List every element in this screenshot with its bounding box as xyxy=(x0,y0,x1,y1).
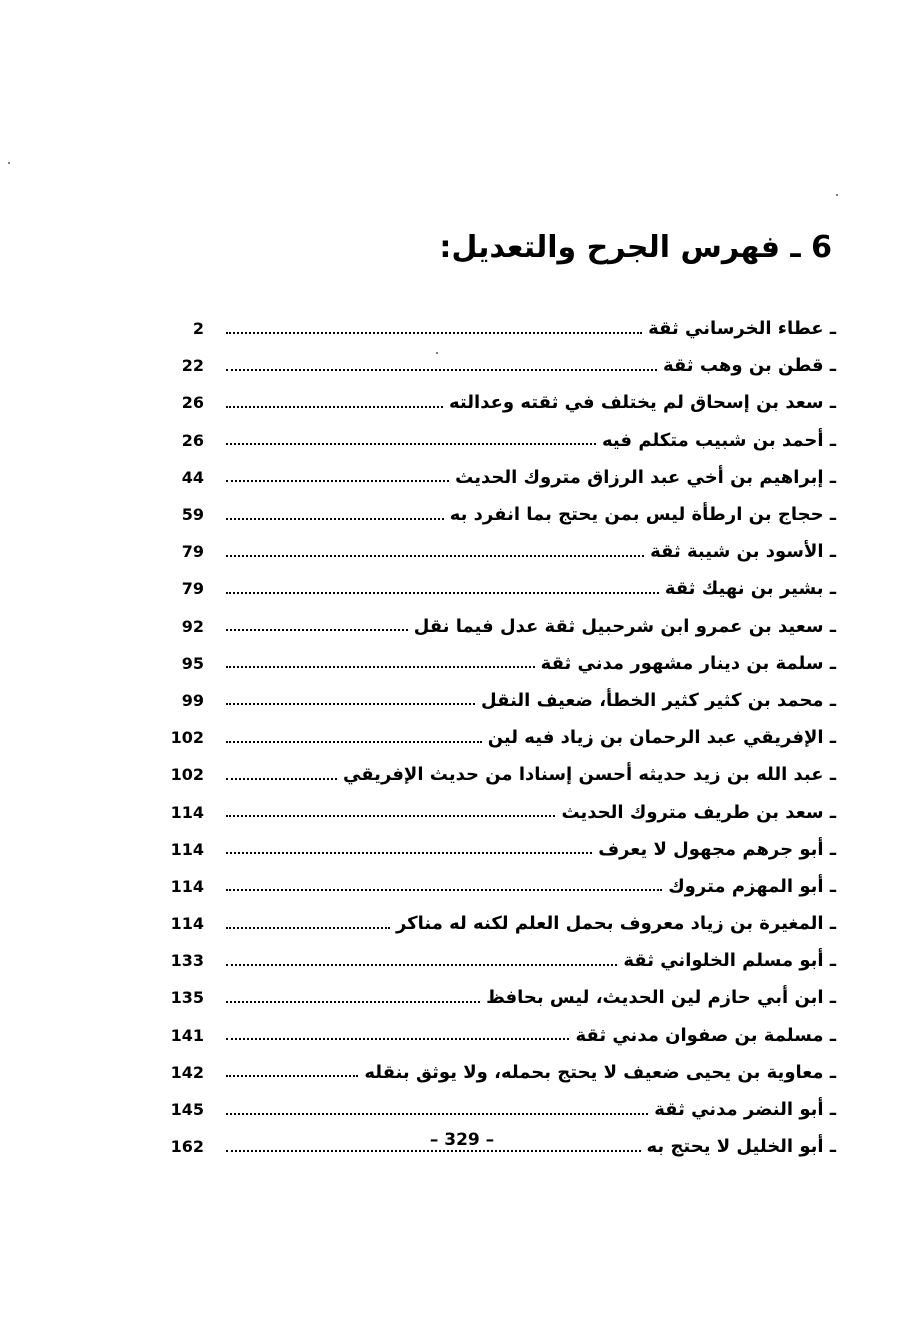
index-entry xyxy=(168,979,836,1016)
dot-leader xyxy=(226,815,555,817)
entry-text: ـ قطن بن وهب ثقة xyxy=(662,355,836,377)
entry-page-number: 99 xyxy=(181,690,204,710)
entry-text: ـ محمد بن كثير كثير الخطأ، ضعيف النقل xyxy=(481,689,836,711)
index-entry xyxy=(168,496,836,533)
entry-page-number: 102 xyxy=(170,728,204,748)
entry-page-number: 79 xyxy=(181,579,204,599)
dot-leader xyxy=(226,592,659,594)
dot-leader xyxy=(226,852,592,854)
entry-text: ـ ابن أبي حازم لين الحديث، ليس بحافظ xyxy=(486,987,836,1009)
entry-text: ـ أبو الخليل لا يحتج به xyxy=(646,1136,836,1158)
index-entry xyxy=(168,310,836,347)
dot-leader xyxy=(226,480,449,482)
index-list xyxy=(168,310,836,1165)
dot-leader xyxy=(226,518,444,520)
index-entry xyxy=(168,1091,836,1128)
dot-leader xyxy=(226,778,337,780)
dot-leader xyxy=(226,741,482,743)
dot-leader xyxy=(226,443,596,445)
index-entry xyxy=(168,570,836,607)
index-entry xyxy=(168,1054,836,1091)
index-heading: 6 ـ فهرس الجرح والتعديل: xyxy=(439,230,832,266)
entry-text: ـ مسلمة بن صفوان مدني ثقة xyxy=(575,1024,836,1046)
index-entry xyxy=(168,831,836,868)
dot-leader xyxy=(226,889,662,891)
index-entry xyxy=(168,645,836,682)
dot-leader xyxy=(226,703,475,705)
entry-page-number: 114 xyxy=(170,876,204,896)
index-entry xyxy=(168,422,836,459)
entry-text: ـ سعد بن طريف متروك الحديث xyxy=(561,801,836,823)
dot-leader xyxy=(226,332,642,334)
entry-text: ـ أبو النضر مدني ثقة xyxy=(654,1099,836,1121)
entry-text: ـ حجاج بن ارطأة ليس بمن يحتج بما انفرد به xyxy=(449,504,836,526)
entry-text: ـ سلمة بن دينار مشهور مدني ثقة xyxy=(540,652,836,674)
index-entry xyxy=(168,719,836,756)
entry-text: ـ سعيد بن عمرو ابن شرحبيل ثقة عدل فيما نقل xyxy=(413,615,836,637)
entry-text: ـ إبراهيم بن أخي عبد الرزاق متروك الحديث xyxy=(455,466,836,488)
entry-page-number: 114 xyxy=(170,802,204,822)
entry-page-number: 141 xyxy=(170,1025,204,1045)
scan-speck xyxy=(8,162,10,164)
index-entry xyxy=(168,384,836,421)
entry-page-number: 22 xyxy=(181,356,204,376)
dot-leader xyxy=(226,629,408,631)
entry-page-number: 114 xyxy=(170,839,204,859)
dot-leader xyxy=(226,555,644,557)
entry-page-number: 145 xyxy=(170,1100,204,1120)
entry-page-number: 2 xyxy=(192,319,204,339)
entry-text: ـ بشير بن نهيك ثقة xyxy=(664,578,836,600)
scan-speck xyxy=(836,194,838,196)
dot-leader xyxy=(226,1113,648,1115)
entry-text: ـ عبد الله بن زيد حديثه أحسن إسنادا من حديث الإفريقي xyxy=(343,764,836,786)
index-entry xyxy=(168,533,836,570)
dot-leader xyxy=(226,666,535,668)
entry-page-number: 133 xyxy=(170,951,204,971)
entry-text: ـ أحمد بن شبيب متكلم فيه xyxy=(602,429,836,451)
entry-page-number: 92 xyxy=(181,616,204,636)
entry-page-number: 142 xyxy=(170,1062,204,1082)
dot-leader xyxy=(226,927,390,929)
index-entry xyxy=(168,905,836,942)
dot-leader xyxy=(226,1038,569,1040)
page-number: – 329 – xyxy=(429,1130,495,1150)
index-entry xyxy=(168,347,836,384)
dot-leader xyxy=(226,1001,480,1003)
entry-page-number: 102 xyxy=(170,765,204,785)
entry-text: ـ الإفريقي عبد الرحمان بن زياد فيه لين xyxy=(487,727,836,749)
index-entry xyxy=(168,682,836,719)
entry-text: ـ أبو مسلم الخلواني ثقة xyxy=(623,950,836,972)
dot-leader xyxy=(226,964,617,966)
entry-text: ـ سعد بن إسحاق لم يختلف في ثقته وعدالته xyxy=(449,392,836,414)
entry-text: ـ الأسود بن شيبة ثقة xyxy=(650,541,836,563)
dot-leader xyxy=(226,1150,641,1152)
index-entry xyxy=(168,868,836,905)
index-entry xyxy=(168,756,836,793)
dot-leader xyxy=(226,369,657,371)
entry-text: ـ أبو جرهم مجهول لا يعرف xyxy=(598,838,836,860)
entry-page-number: 114 xyxy=(170,914,204,934)
index-entry xyxy=(168,608,836,645)
entry-text: ـ معاوية بن يحيى ضعيف لا يحتج بحمله، ولا يوثق بنقله xyxy=(364,1061,836,1083)
index-entry xyxy=(168,1017,836,1054)
index-entry xyxy=(168,459,836,496)
entry-page-number: 95 xyxy=(181,653,204,673)
entry-page-number: 79 xyxy=(181,542,204,562)
entry-page-number: 26 xyxy=(181,393,204,413)
entry-page-number: 135 xyxy=(170,988,204,1008)
entry-text: ـ المغيرة بن زياد معروف بحمل العلم لكنه له مناكر xyxy=(395,913,836,935)
dot-leader xyxy=(226,406,443,408)
entry-page-number: 44 xyxy=(181,467,204,487)
entry-text: ـ عطاء الخرساني ثقة xyxy=(648,318,836,340)
dot-leader xyxy=(226,1075,358,1077)
entry-text: ـ أبو المهزم متروك xyxy=(668,875,836,897)
entry-page-number: 59 xyxy=(181,505,204,525)
index-entry xyxy=(168,942,836,979)
entry-page-number: 26 xyxy=(181,430,204,450)
entry-page-number: 162 xyxy=(170,1137,204,1157)
index-entry xyxy=(168,793,836,830)
